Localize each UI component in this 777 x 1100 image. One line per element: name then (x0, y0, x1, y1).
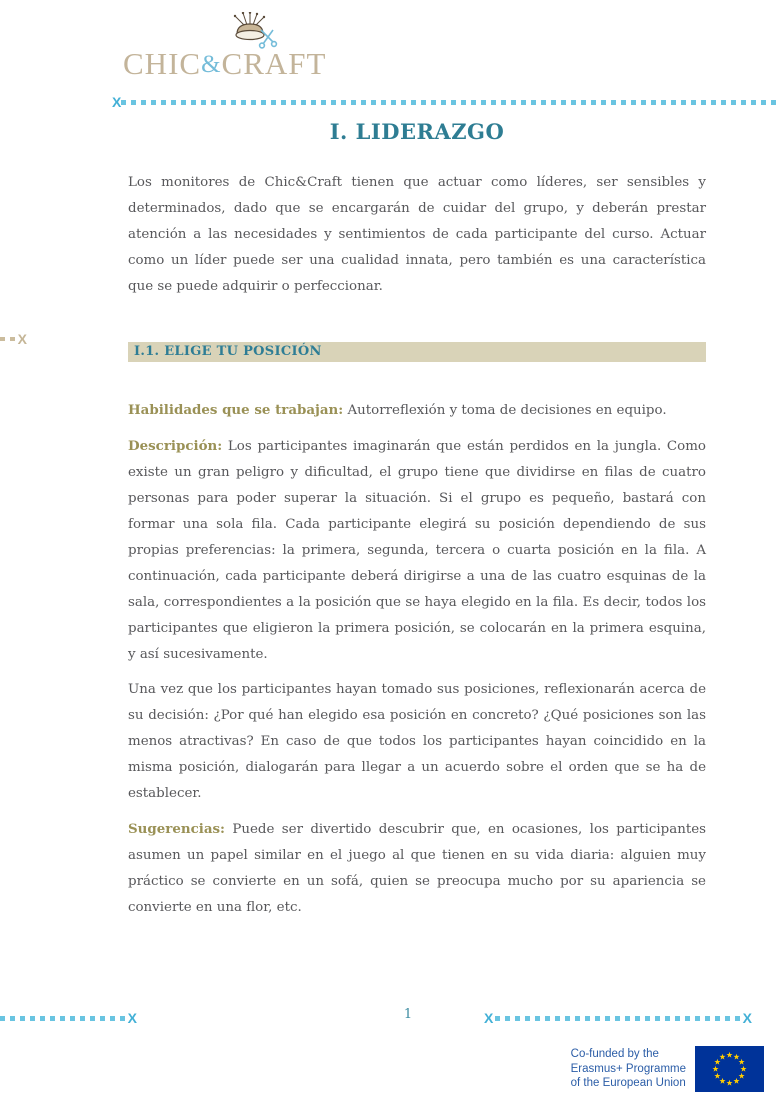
skills-text: Autorreflexión y toma de decisiones en equipo. (343, 403, 667, 418)
reflection-paragraph: Una vez que los participantes hayan tomado sus posiciones, reflexionarán acerca de su decisión: ¿Por qué han elegido esa posición en concreto? ¿Qué posiciones son las menos atractivas? En caso de que todos los participantes hayan coincidido en la misma posición, dialogarán para llegar a un acuerdo sobre el orden que se ha de establecer. (128, 682, 706, 801)
logo-chic: CHIC (123, 46, 202, 81)
eu-flag-icon (695, 1046, 764, 1092)
description-paragraph (128, 433, 706, 668)
suggestions-label: Sugerencias: (128, 821, 225, 837)
eu-cofunded-text (571, 1047, 686, 1091)
x-marker: X (127, 1010, 137, 1026)
logo-craft: CRAFT (221, 46, 327, 81)
skills-paragraph (128, 397, 706, 424)
eu-cofunded-block (571, 1046, 764, 1092)
chic-and-craft-logo (123, 12, 327, 92)
page-title: I. LIDERAZGO (329, 119, 505, 144)
x-marker: X (742, 1010, 752, 1026)
section-heading-bar: I.1. ELIGE TU POSICIÓN (128, 342, 706, 362)
description-label: Descripción: (128, 438, 223, 454)
eu-text-line1: Co-funded by the (570, 1048, 659, 1061)
skills-label: Habilidades que se trabajan: (128, 402, 344, 418)
dashed-line (495, 1016, 740, 1021)
dashed-line (0, 337, 18, 341)
dashed-line (0, 1016, 128, 1021)
suggestions-text: Puede ser divertido descubrir que, en ocasiones, los participantes asumen un papel similar en el juego al que tienen en su vida diaria: alguien muy práctico se convierte en un sofá, quien se preocupa mucho por su apariencia se convierte en una flor, etc. (128, 822, 706, 915)
document-body (128, 170, 706, 921)
logo-ampersand: & (201, 51, 222, 78)
page-number: 1 (403, 1007, 413, 1022)
eu-text-line3: of the European Union (570, 1077, 686, 1090)
dashed-marker-left-margin (0, 333, 27, 345)
x-marker: X (484, 1010, 494, 1026)
dashed-line (121, 100, 777, 105)
logo-wordmark (123, 46, 326, 82)
dashed-divider-footer-right (484, 1011, 752, 1025)
dashed-divider-footer-left (0, 1011, 137, 1025)
dashed-divider-top (112, 95, 777, 109)
suggestions-paragraph (128, 816, 706, 921)
eu-text-line2: Erasmus+ Programme (570, 1062, 686, 1075)
intro-paragraph: Los monitores de Chic&Craft tienen que actuar como líderes, ser sensibles y determinados, dado que se encargarán de cuidar del grupo, y deberán prestar atención a las necesidades y sentimientos de cada participante del curso. Actuar como un líder puede ser una cualidad innata, pero también es una característica que se puede adquirir o perfeccionar. (128, 175, 706, 294)
x-marker: X (17, 331, 27, 347)
x-marker: X (112, 94, 122, 110)
description-text: Los participantes imaginarán que están perdidos en la jungla. Como existe un gran peligro y dificultad, el grupo tiene que dividirse en filas de cuatro personas para poder superar la situación. Si el grupo es pequeño, bastará con formar una sola fila. Cada participante elegirá su posición dependiendo de sus propias preferencias: la primera, segunda, tercera o cuarta posición en la fila. A continuación, cada participante deberá dirigirse a una de las cuatro esquinas de la sala, correspondientes a la posición que se haya elegido en la fila. Es decir, todos los participantes que eligieron la primera posición, se colocarán en la primera esquina, y así sucesivamente. (128, 439, 706, 662)
